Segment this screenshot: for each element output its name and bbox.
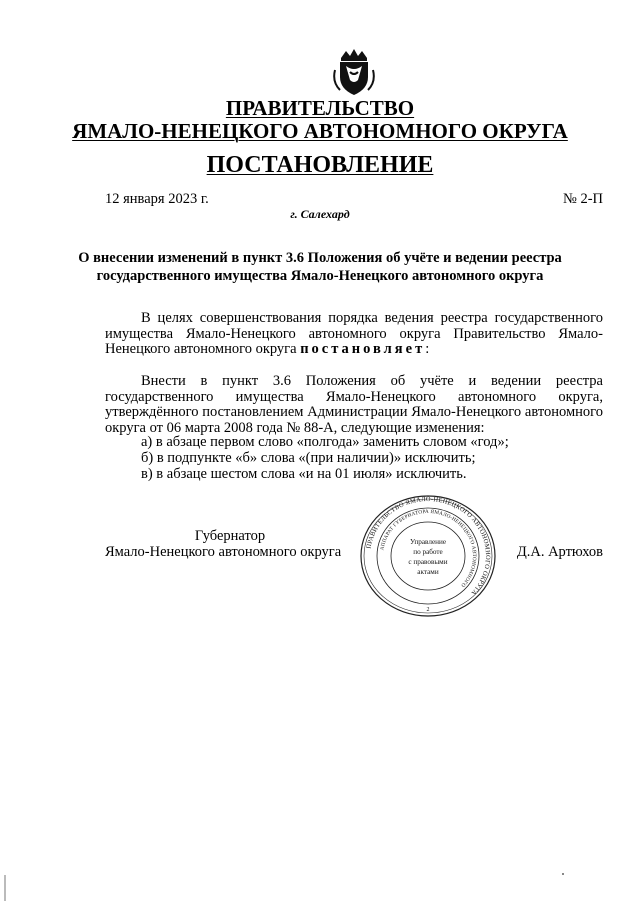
scan-dot-mark: [562, 873, 564, 875]
signer-name: Д.А. Артюхов: [516, 544, 603, 560]
list-item: а) в абзаце первом слово «полгода» заменить словом «год»;: [141, 434, 509, 450]
subject-line2: государственного имущества Ямало-Ненецкого автономного округа: [96, 268, 544, 284]
signature-title: Губернатор: [194, 528, 266, 544]
subject-line1: О внесении изменений в пункт 3.6 Положения об учёте и ведении реестра: [78, 250, 562, 266]
stamp-inner-text: АППАРАТ ГУБЕРНАТОРА ЯМАЛО-НЕНЕЦКОГО АВТОНОМНОГО: [379, 508, 478, 589]
stamp-number: 2: [426, 607, 430, 613]
preamble-keyword: постановляет: [300, 341, 426, 358]
preamble-paragraph: [105, 311, 603, 358]
government-title-line1: ПРАВИТЕЛЬСТВО: [225, 96, 415, 120]
preamble-text: В целях совершенствования порядка ведения реестра государственного имущества Ямало-Ненецкого автономного округа Правительство Ямало-Ненецкого автономного округа: [105, 310, 603, 358]
document-number: № 2-П: [562, 191, 603, 207]
stamp-center-line: с правовыми: [408, 558, 448, 566]
stamp-outer-text: ПРАВИТЕЛЬСТВО ЯМАЛО-НЕНЕЦКОГО АВТОНОМНОГО ОКРУГА: [365, 495, 492, 597]
government-title-line2: ЯМАЛО-НЕНЕЦКОГО АВТОНОМНОГО ОКРУГА: [72, 119, 568, 143]
main-paragraph: Внести в пункт 3.6 Положения об учёте и ведении реестра государственного имущества Ямало-Ненецкого автономного округа, утверждённого постановлением Администрации Ямало-Ненецкого автономного округа от 06 марта 2008 года № 88-А, следующие изменения:: [105, 373, 603, 436]
list-item: б) в подпункте «б» слова «(при наличии)» исключить;: [141, 450, 476, 466]
coat-of-arms-icon: [332, 44, 376, 98]
official-stamp-icon: [358, 494, 498, 618]
document-date: 12 января 2023 г.: [105, 191, 209, 207]
document-type: ПОСТАНОВЛЕНИЕ: [206, 152, 434, 178]
preamble-end: :: [425, 341, 430, 358]
stamp-center-line: по работе: [413, 548, 443, 556]
stamp-center-line: актами: [417, 568, 439, 576]
document-city: г. Салехард: [290, 207, 350, 221]
stamp-center-line: Управление: [409, 538, 447, 546]
scan-edge-mark: [4, 875, 6, 901]
list-item: в) в абзаце шестом слова «и на 01 июля» исключить.: [141, 466, 467, 482]
signature-org: Ямало-Ненецкого автономного округа: [105, 544, 342, 560]
document-subject: [0, 249, 640, 285]
